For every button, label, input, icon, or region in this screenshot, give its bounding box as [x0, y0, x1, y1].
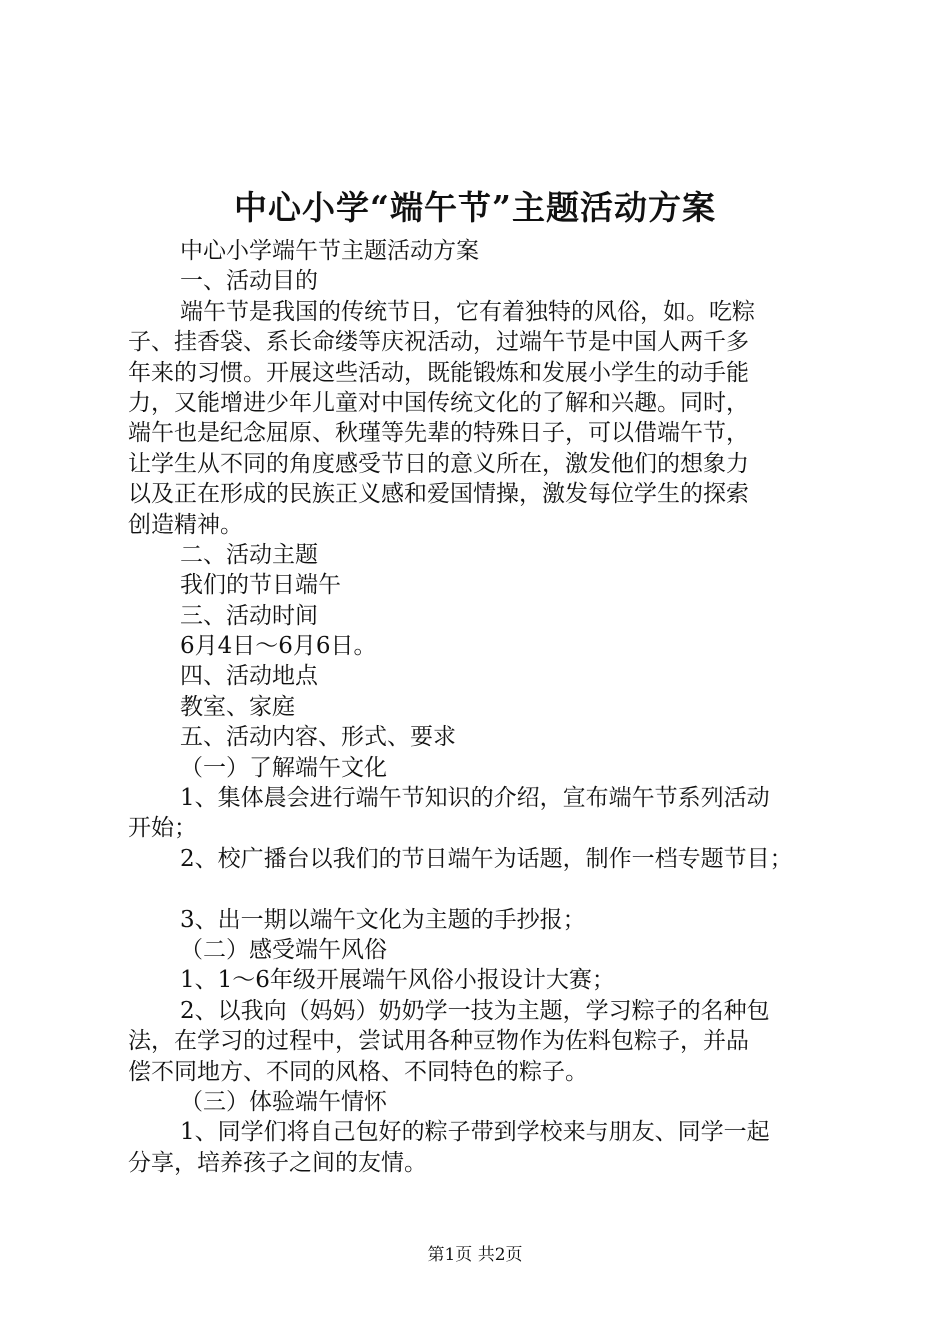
paragraph-line: 端午节是我国的传统节日，它有着独特的风俗，如。吃粽	[180, 298, 755, 325]
page-footer: 第1页 共2页	[427, 1245, 523, 1265]
paragraph-line: 6月4日～6月6日。	[180, 633, 377, 660]
paragraph-line: 二、活动主题	[180, 541, 318, 568]
paragraph-line: 力，又能增进少年儿童对中国传统文化的了解和兴趣。同时，	[128, 389, 749, 416]
paragraph-line: 2、校广播台以我们的节日端午为话题，制作一档专题节目；	[180, 845, 793, 872]
paragraph-line: 年来的习惯。开展这些活动，既能锻炼和发展小学生的动手能	[128, 359, 749, 386]
paragraph-line: 端午也是纪念屈原、秋瑾等先辈的特殊日子，可以借端午节，	[128, 420, 749, 447]
paragraph-line: 开始；	[128, 815, 197, 842]
paragraph-line: 偿不同地方、不同的风格、不同特色的粽子。	[128, 1058, 588, 1085]
paragraph-line: （一）了解端午文化	[180, 754, 387, 781]
paragraph-line: 中心小学端午节主题活动方案	[180, 238, 479, 264]
paragraph-line: 教室、家庭	[180, 693, 295, 720]
paragraph-line: 分享，培养孩子之间的友情。	[128, 1149, 427, 1176]
paragraph-line: 以及正在形成的民族正义感和爱国情操，激发每位学生的探索	[128, 481, 749, 508]
paragraph-line: 让学生从不同的角度感受节日的意义所在，激发他们的想象力	[128, 450, 749, 477]
paragraph-line: 法，在学习的过程中，尝试用各种豆物作为佐料包粽子，并品	[128, 1028, 749, 1055]
paragraph-line: 五、活动内容、形式、要求	[180, 724, 456, 751]
document-title: 中心小学“端午节”主题活动方案	[234, 188, 716, 227]
paragraph-line: 1、同学们将自己包好的粽子带到学校来与朋友、同学一起	[180, 1119, 770, 1146]
paragraph-line: 三、活动时间	[180, 602, 318, 629]
paragraph-line: 我们的节日端午	[180, 572, 341, 599]
paragraph-line: （三）体验端午情怀	[180, 1088, 387, 1115]
paragraph-line: 创造精神。	[128, 511, 243, 538]
paragraph-line: （二）感受端午风俗	[180, 936, 387, 963]
paragraph-line: 1、集体晨会进行端午节知识的介绍，宣布端午节系列活动	[180, 785, 770, 812]
blank-line	[128, 874, 844, 904]
paragraph-line: 2、以我向（妈妈）奶奶学一技为主题，学习粽子的名种包	[180, 997, 770, 1024]
paragraph-line: 子、挂香袋、系长命缕等庆祝活动，过端午节是中国人两千多	[128, 329, 749, 356]
paragraph-line: 3、出一期以端午文化为主题的手抄报；	[180, 906, 586, 933]
document-body	[128, 236, 844, 1178]
paragraph-line: 1、1～6年级开展端午风俗小报设计大赛；	[180, 967, 615, 994]
paragraph-line: 四、活动地点	[180, 663, 318, 690]
paragraph-line: 一、活动目的	[180, 268, 318, 295]
